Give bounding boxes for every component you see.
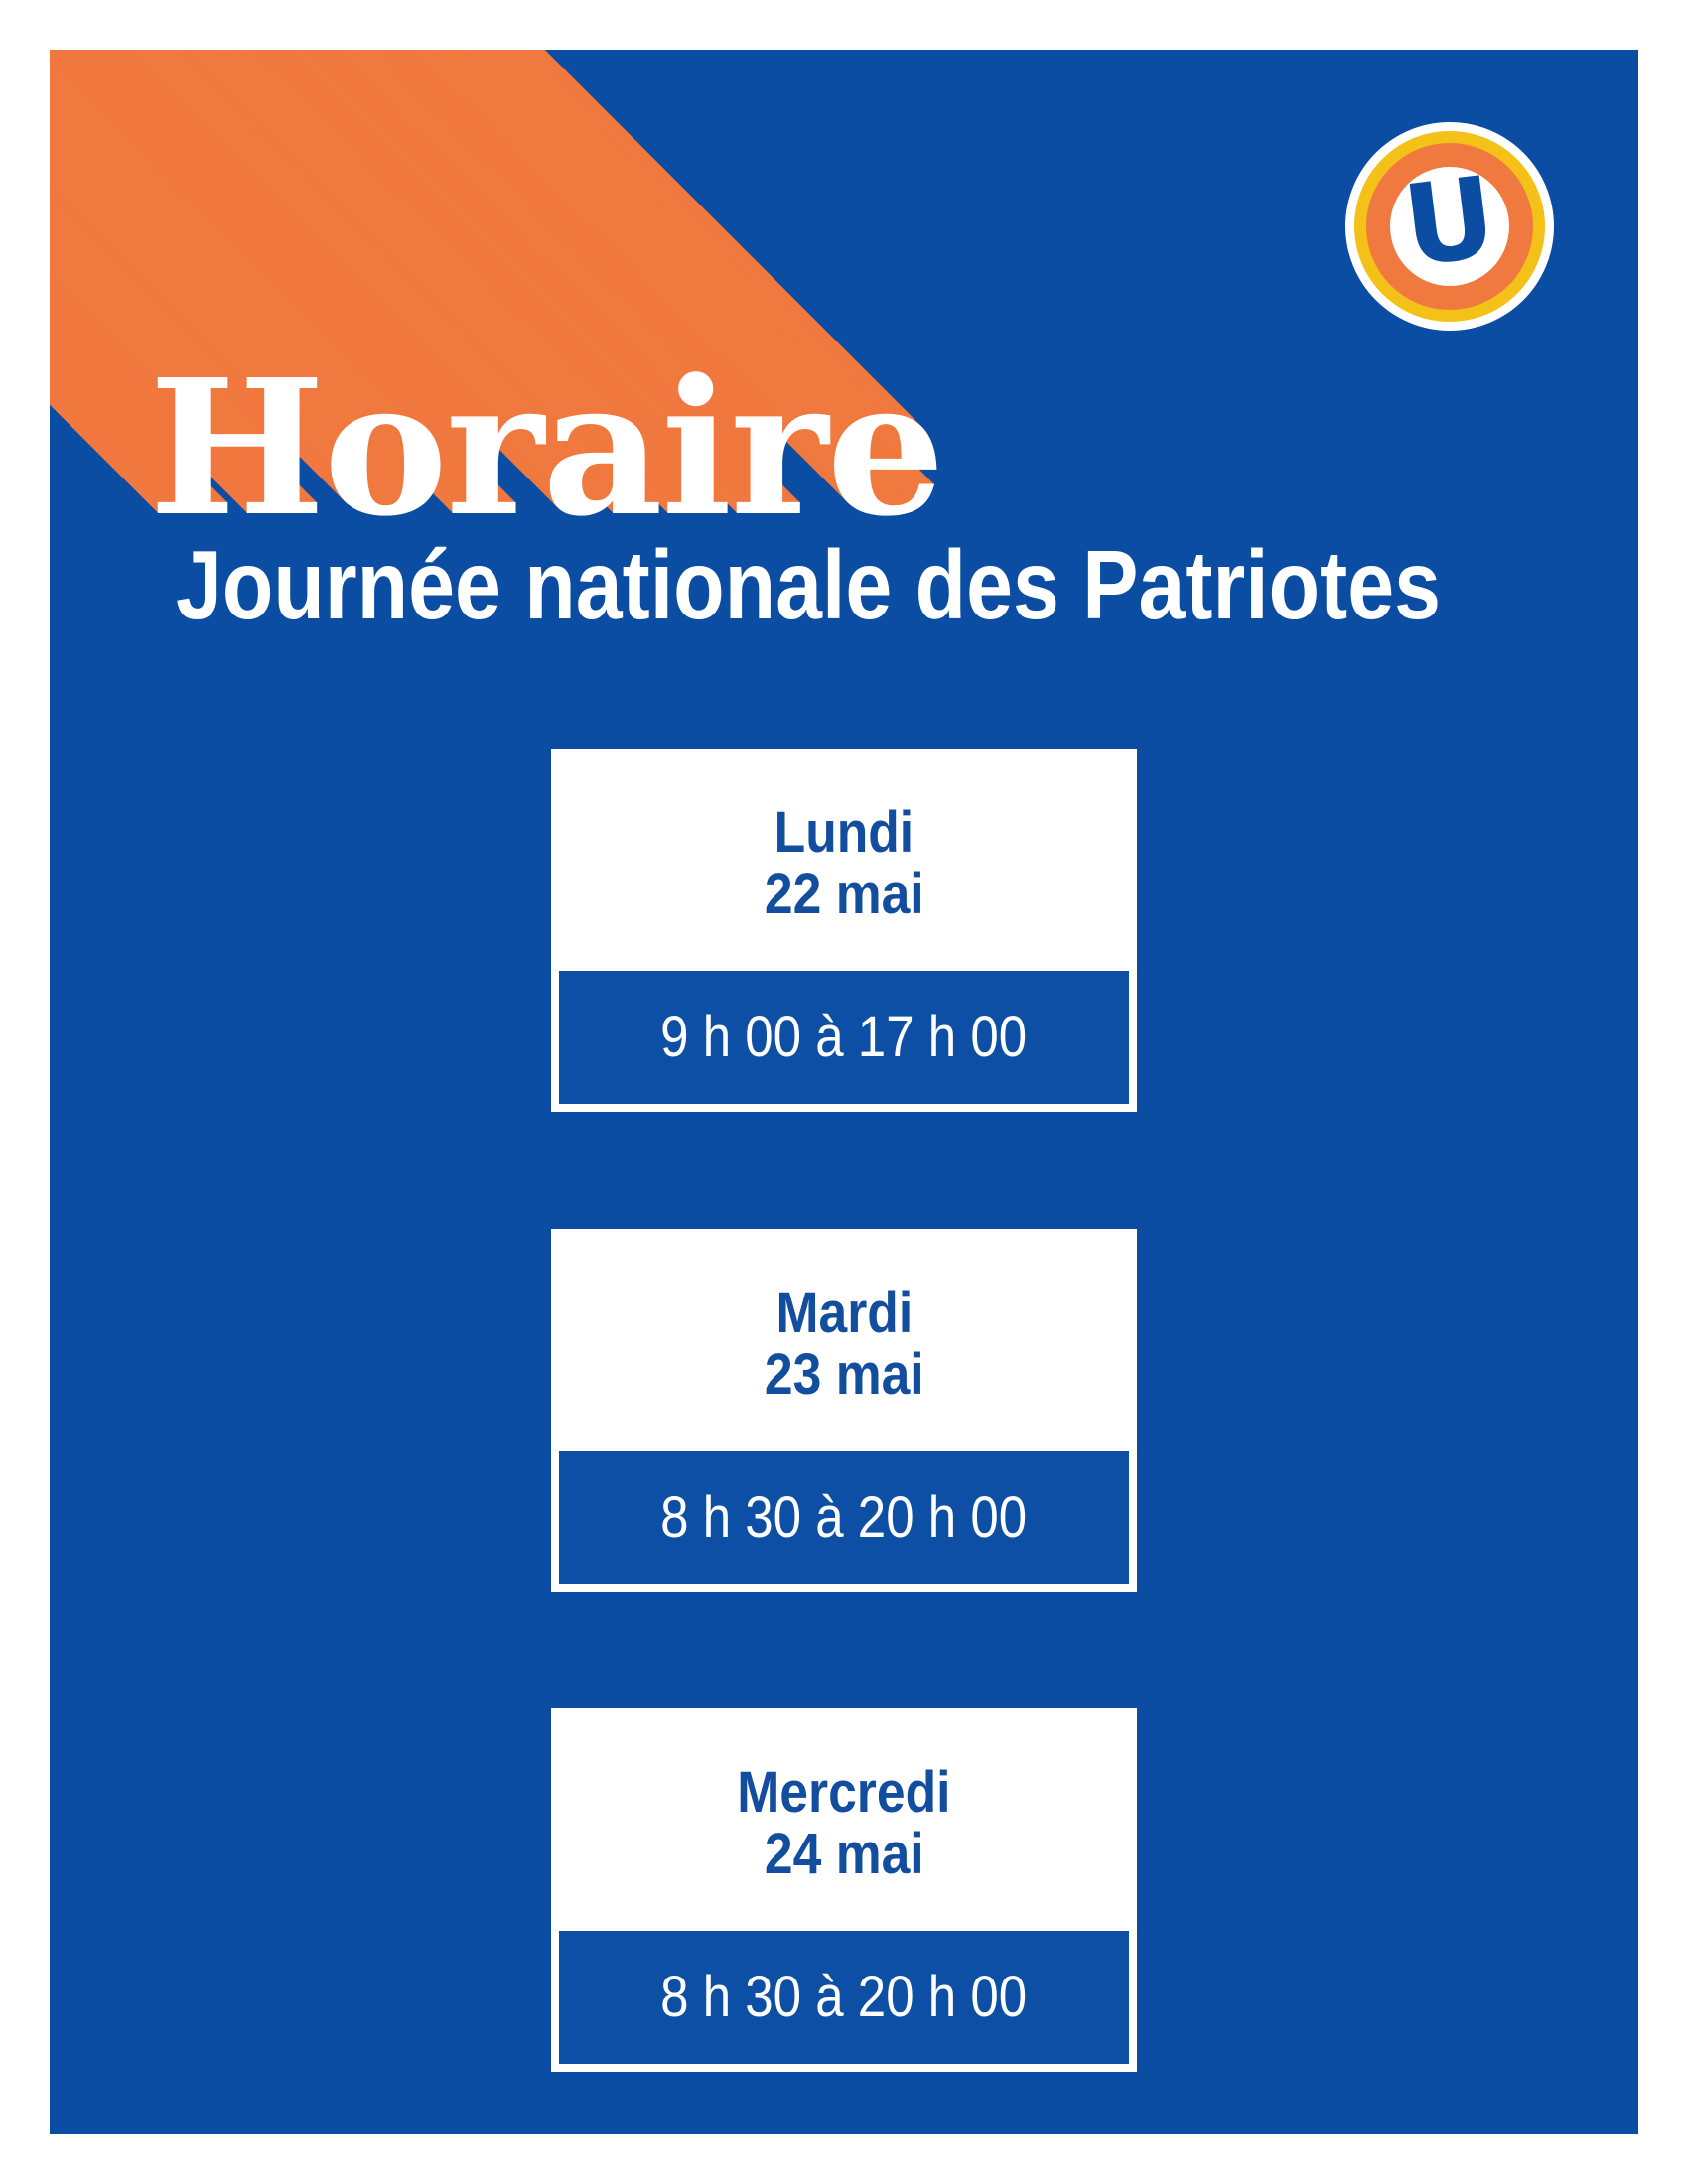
card-hours-band (559, 971, 1129, 1104)
logo-orange-ring (1366, 143, 1533, 310)
day-label: Mardi (775, 1281, 913, 1345)
date-label: 23 mai (764, 1342, 924, 1407)
date-label: 24 mai (764, 1822, 924, 1886)
logo-u-letter: U (1396, 152, 1502, 293)
brand-logo (1345, 122, 1554, 331)
day-label: Mercredi (737, 1760, 951, 1825)
schedule-card-tuesday (551, 1229, 1137, 1592)
card-day-section (559, 1716, 1129, 1931)
page-title: Horaire (149, 339, 943, 558)
poster-background (50, 50, 1638, 2134)
logo-inner-disc (1390, 152, 1509, 293)
hours-label: 8 h 30 à 20 h 00 (660, 1965, 1028, 2029)
date-label: 22 mai (764, 862, 924, 926)
card-day-section (559, 756, 1129, 971)
hours-label: 9 h 00 à 17 h 00 (660, 1005, 1028, 1069)
card-hours-band (559, 1931, 1129, 2064)
page-subtitle-text: Journée nationale des Patriotes (176, 530, 1441, 639)
day-label: Lundi (774, 800, 914, 865)
hours-label: 8 h 30 à 20 h 00 (660, 1485, 1028, 1550)
card-hours-band (559, 1451, 1129, 1584)
logo-yellow-ring (1354, 131, 1545, 322)
page-subtitle (176, 530, 1638, 639)
schedule-card-monday (551, 749, 1137, 1112)
card-day-section (559, 1237, 1129, 1451)
schedule-card-wednesday (551, 1708, 1137, 2072)
